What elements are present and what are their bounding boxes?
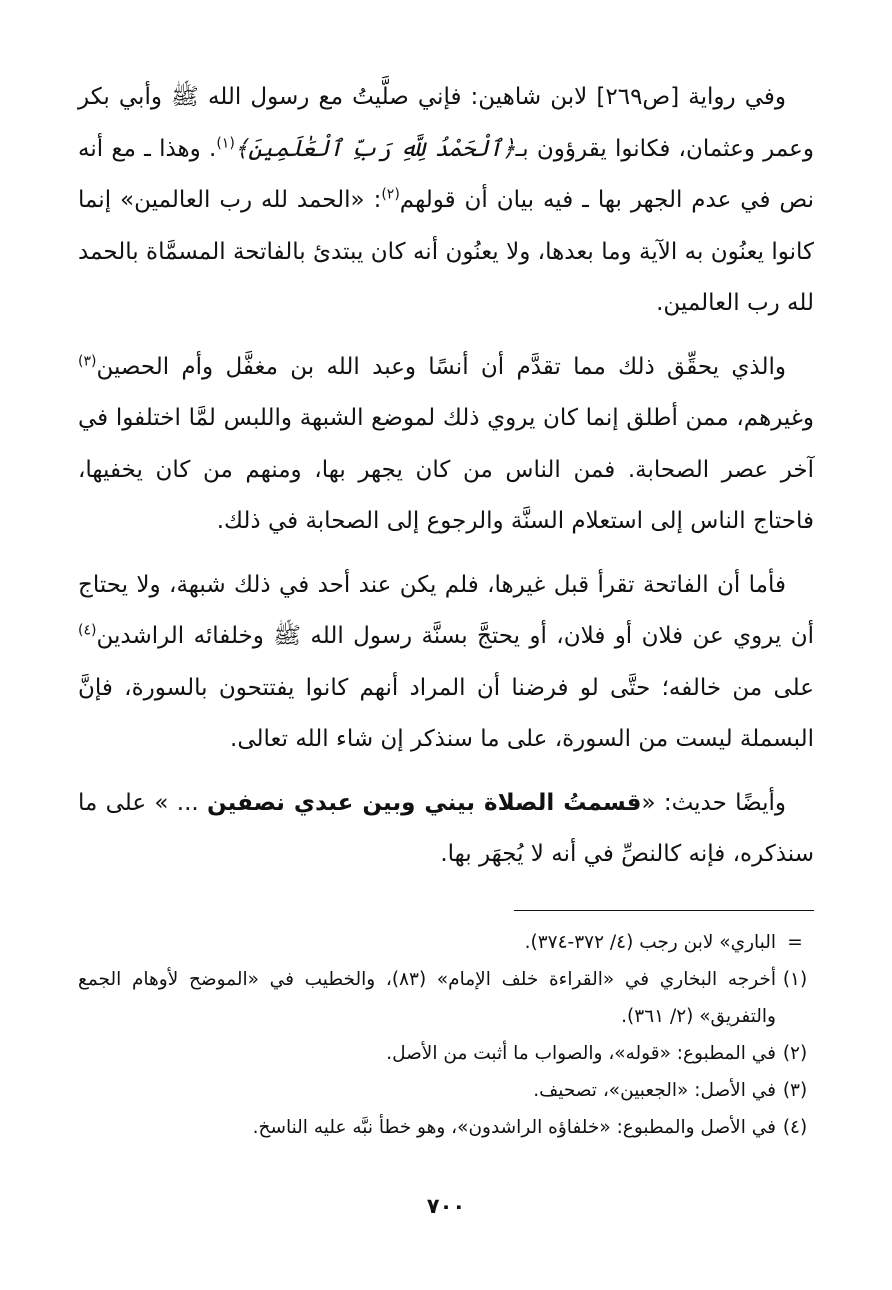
footnote-3	[78, 1072, 814, 1109]
book-page	[78, 72, 814, 1252]
footnote-mark: (٤)	[782, 1117, 808, 1138]
footnote-ref-2[interactable]: (٢)	[381, 186, 400, 203]
footnote-4	[78, 1109, 814, 1146]
paragraph-4	[78, 778, 814, 881]
footnote-mark: (٢)	[782, 1043, 808, 1064]
paragraph-3-text-b: على من خالفه؛ حتَّى لو فرضنا أن المراد أنهم كانوا يفتتحون بالسورة، فإنَّ البسملة ليست من السورة، على ما سنذكر إن شاء الله تعالى.	[78, 674, 814, 752]
paragraph-4-text-a: وأيضًا حديث: «	[641, 789, 786, 816]
footnotes	[78, 924, 814, 1146]
footnote-mark: =	[787, 932, 803, 953]
paragraph-2	[78, 342, 814, 548]
paragraph-3	[78, 560, 814, 766]
hadith-quote: قسمتُ الصلاة بيني وبين عبدي نصفين	[206, 789, 642, 816]
footnote-text: أخرجه البخاري في «القراءة خلف الإمام» (٨٣)، والخطيب في «الموضح لأوهام الجمع والتفريق» (٢/ ٣٦١).	[78, 969, 776, 1027]
footnote-text: في المطبوع: «قوله»، والصواب ما أثبت من الأصل.	[386, 1043, 776, 1064]
paragraph-1-text-c: : «الحمد لله رب العالمين» إنما كانوا يعنُون به الآية وما بعدها، ولا يعنُون أنه كان يبتدئ بالفاتحة المسمَّاة بالحمد لله رب العالمين.	[78, 187, 814, 316]
paragraph-2-text-b: وغيرهم، ممن أطلق إنما كان يروي ذلك لموضع الشبهة واللبس لمَّا اختلفوا في آخر عصر الصحابة. فمن الناس من كان يجهر بها، ومنهم من كان يخفيها، فاحتاج الناس إلى استعلام السنَّة والرجوع إلى الصحابة في ذلك.	[78, 405, 814, 534]
footnote-ref-3[interactable]: (٣)	[78, 352, 97, 369]
paragraph-2-text-a: والذي يحقِّق ذلك مما تقدَّم أن أنسًا وعبد الله بن مغفَّل وأم الحصين	[96, 353, 786, 380]
paragraph-1	[78, 72, 814, 330]
footnote-text: في الأصل والمطبوع: «خلفاؤه الراشدون»، وهو خطأ نبَّه عليه الناسخ.	[252, 1117, 776, 1138]
footnote-2	[78, 1035, 814, 1072]
footnote-mark: (١)	[782, 969, 808, 990]
paragraph-3-text-a: فأما أن الفاتحة تقرأ قبل غيرها، فلم يكن عند أحد في ذلك شبهة، ولا يحتاج أن يروي عن فلان أو فلان، أو يحتجَّ بسنَّة رسول الله ﷺ وخلفائه الراشدين	[78, 571, 814, 649]
footnote-ref-1[interactable]: (١)	[216, 134, 235, 151]
footnote-text: الباري» لابن رجب (٤/ ٣٧٢-٣٧٤).	[524, 932, 776, 953]
footnote-mark: (٣)	[782, 1080, 808, 1101]
paragraph-4-text-b: ... » على ما سنذكره، فإنه كالنصِّ في أنه لا يُجهَر بها.	[78, 789, 814, 867]
footnote-1	[78, 961, 814, 1035]
page-number: ٧٠٠	[426, 1194, 466, 1218]
footnote-ref-4[interactable]: (٤)	[78, 622, 97, 639]
quran-verse: ﴿ٱلْحَمْدُ لِلَّهِ رَبِّ ٱلْعَٰلَمِينَ﴾	[234, 135, 516, 162]
paragraph-1-text-a: وفي رواية [ص٢٦٩] لابن شاهين: فإني صلَّيتُ مع رسول الله ﷺ وأبي بكر وعمر وعثمان، فكانوا يقرؤون بـ	[78, 84, 814, 162]
main-text	[78, 72, 814, 881]
footnote-continuation	[78, 924, 814, 961]
paragraph-1-text-b: . وهذا ـ مع أنه نص في عدم الجهر بها ـ فيه بيان أن قولهم	[78, 135, 814, 213]
footnote-text: في الأصل: «الجعبين»، تصحيف.	[533, 1080, 776, 1101]
footnote-separator	[514, 910, 814, 911]
